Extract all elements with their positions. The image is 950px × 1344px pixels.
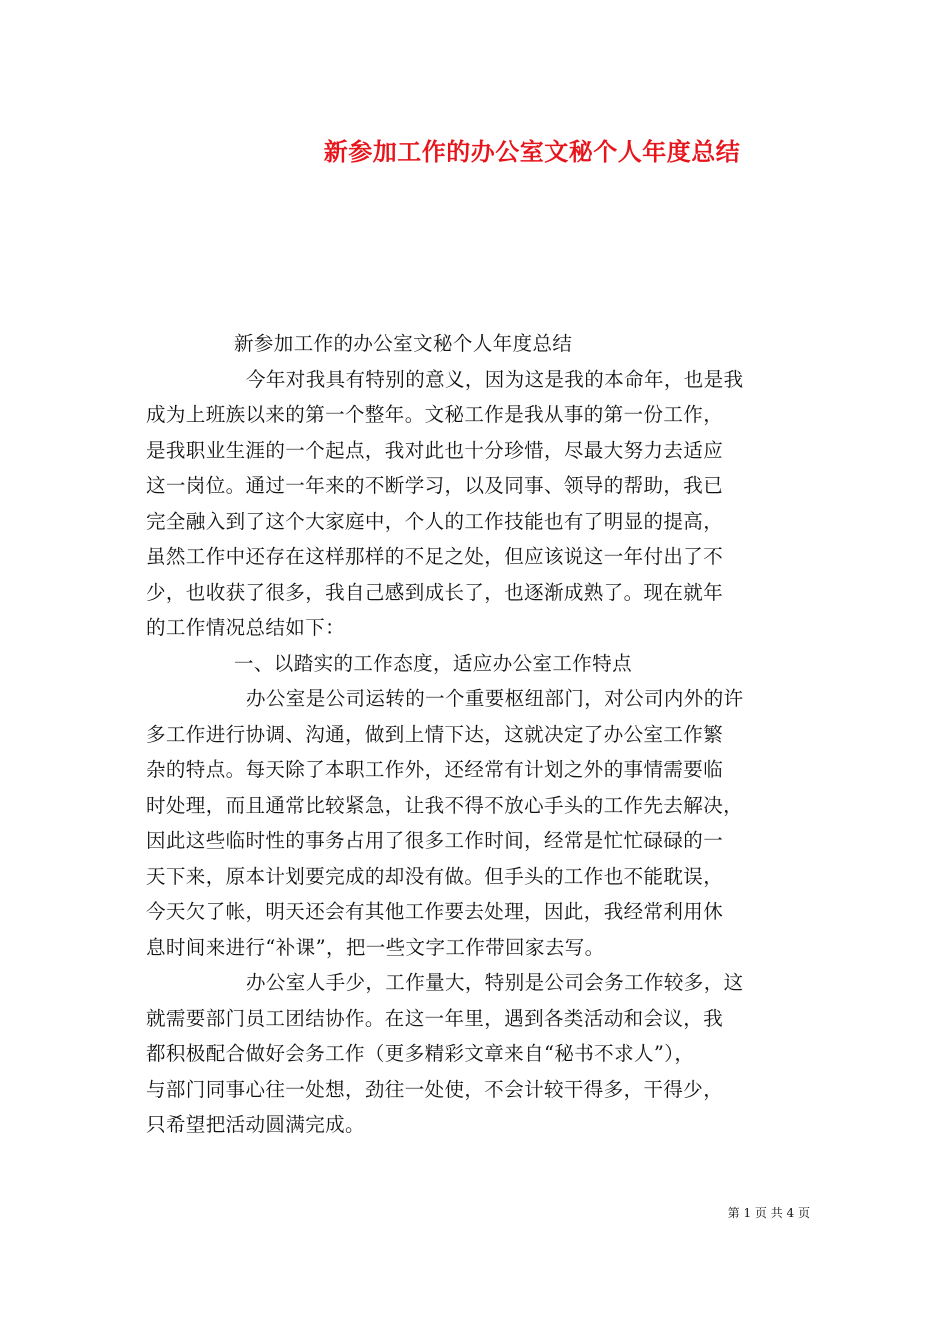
paragraph-line: 都积极配合做好会务工作（更多精彩文章来自“秘书不求人”）， <box>146 1042 695 1065</box>
paragraph-line: 只希望把活动圆满完成。 <box>146 1113 365 1136</box>
paragraph-line: 多工作进行协调、沟通，做到上情下达，这就决定了办公室工作繁 <box>146 722 724 746</box>
document-body <box>146 326 806 1143</box>
paragraph-line: 成为上班族以来的第一个整年。文秘工作是我从事的第一份工作， <box>146 403 724 426</box>
paragraph-line: 这一岗位。通过一年来的不断学习，以及同事、领导的帮助，我已 <box>146 474 724 497</box>
paragraph-line: 息时间来进行“补课”，把一些文字工作带回家去写。 <box>146 935 605 959</box>
paragraph-line: 天下来，原本计划要完成的却没有做。但手头的工作也不能耽误， <box>146 864 724 888</box>
section-heading: 一、以踏实的工作态度，适应办公室工作特点 <box>234 651 633 675</box>
page-footer: 第 1 页 共 4 页 <box>727 1206 810 1220</box>
paragraph-line: 少，也收获了很多，我自己感到成长了，也逐渐成熟了。现在就年 <box>146 580 724 604</box>
paragraph-line: 与部门同事心往一处想，劲往一处使，不会计较干得多，干得少， <box>146 1077 724 1101</box>
paragraph-line: 时处理，而且通常比较紧急，让我不得不放心手头的工作先去解决， <box>146 793 744 817</box>
paragraph-line: 今天欠了帐，明天还会有其他工作要去处理，因此，我经常利用休 <box>146 900 724 923</box>
paragraph-line: 因此这些临时性的事务占用了很多工作时间，经常是忙忙碌碌的一 <box>146 829 724 852</box>
paragraph-line: 办公室是公司运转的一个重要枢纽部门，对公司内外的许 <box>246 687 744 710</box>
page-title: 新参加工作的办公室文秘个人年度总结 <box>323 137 741 166</box>
document-subtitle: 新参加工作的办公室文秘个人年度总结 <box>234 332 573 355</box>
paragraph-line: 完全融入到了这个大家庭中，个人的工作技能也有了明显的提高， <box>146 509 724 533</box>
paragraph-line: 办公室人手少，工作量大，特别是公司会务工作较多，这 <box>246 971 744 994</box>
paragraph-line: 杂的特点。每天除了本职工作外，还经常有计划之外的事情需要临 <box>146 758 724 781</box>
paragraph-line: 是我职业生涯的一个起点，我对此也十分珍惜，尽最大努力去适应 <box>146 438 724 462</box>
paragraph-line: 虽然工作中还存在这样那样的不足之处，但应该说这一年付出了不 <box>146 545 724 568</box>
paragraph-line: 的工作情况总结如下： <box>146 616 346 639</box>
paragraph-line: 就需要部门员工团结协作。在这一年里，遇到各类活动和会议，我 <box>146 1006 724 1030</box>
paragraph-line: 今年对我具有特别的意义，因为这是我的本命年，也是我 <box>246 367 744 391</box>
